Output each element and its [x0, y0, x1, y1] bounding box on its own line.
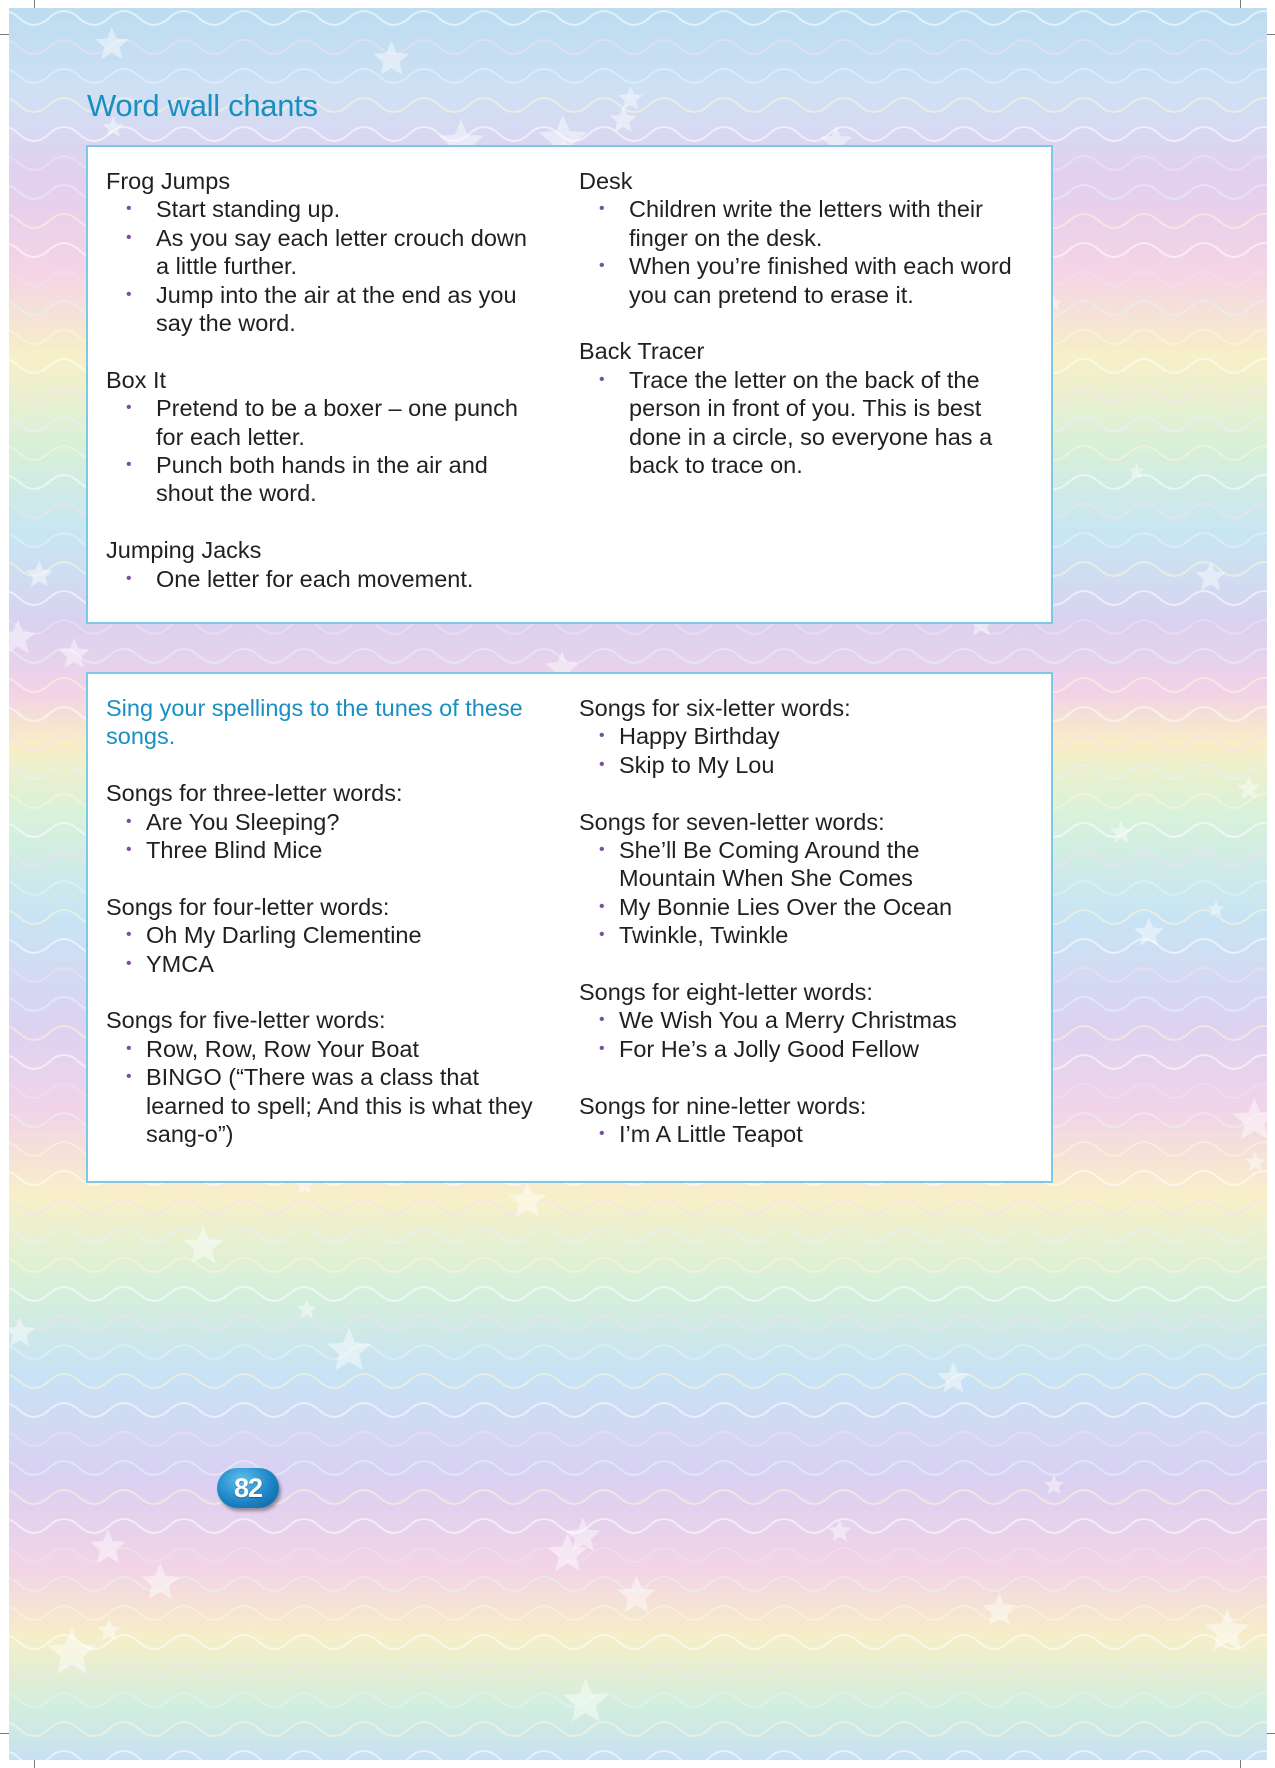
bullet-icon: •: [599, 370, 605, 388]
wave-line: [9, 40, 1267, 54]
bullet-icon: •: [126, 200, 132, 218]
bullet-icon: •: [126, 456, 132, 474]
bullet-list: [106, 195, 546, 337]
bullet-icon: •: [599, 1125, 605, 1143]
star-icon: [617, 1576, 656, 1613]
list-item-text: As you say each letter crouch down a little further.: [156, 224, 527, 280]
list-item-text: She’ll Be Coming Around the Mountain When She Comes: [619, 837, 920, 892]
list-item: [106, 281, 546, 338]
wave-line: [9, 1345, 1267, 1359]
wave-line: [9, 649, 1267, 663]
list-item: [106, 921, 546, 949]
wave-line: [9, 1519, 1267, 1533]
wave-line: [9, 1200, 1267, 1214]
star-icon: [563, 1678, 609, 1721]
section-block: [579, 167, 1019, 309]
section-heading: Songs for seven-letter words:: [579, 808, 885, 835]
bullet-icon: •: [126, 569, 132, 587]
page-number: 82: [233, 1472, 263, 1503]
list-item: [579, 1120, 1019, 1148]
page-background: [9, 8, 1267, 1760]
songs-intro: Sing your spellings to the tunes of these songs.: [106, 695, 523, 750]
star-icon: [1205, 1608, 1250, 1650]
list-item-text: BINGO (“There was a class that learned to spell; And this is what they sang-o”): [146, 1064, 533, 1148]
section-heading: Songs for six-letter words:: [579, 695, 851, 721]
page-title: Word wall chants: [87, 88, 318, 123]
bullet-icon: •: [126, 228, 132, 246]
bullet-list: [106, 565, 546, 593]
list-item-text: Pretend to be a boxer – one punch for each letter.: [156, 395, 518, 450]
star-icon: [509, 1181, 546, 1217]
section-heading: Jumping Jacks: [106, 537, 262, 564]
list-item: [579, 1006, 1019, 1034]
section-heading: Songs for three-letter words:: [106, 780, 403, 807]
wave-line: [9, 1258, 1267, 1272]
wave-line: [9, 1548, 1267, 1562]
section-block: [579, 694, 1019, 779]
list-item: [106, 224, 546, 281]
section-block: [106, 366, 546, 508]
list-item-text: Row, Row, Row Your Boat: [146, 1035, 420, 1062]
star-icon: [90, 1529, 125, 1563]
bullet-list: [106, 808, 546, 865]
bullet-list: [106, 1035, 546, 1149]
list-item-text: Jump into the air at the end as you say the word.: [156, 281, 517, 337]
list-item: [579, 195, 1019, 252]
bullet-list: [579, 366, 1019, 480]
list-item: [579, 893, 1019, 921]
bullet-icon: •: [599, 841, 605, 859]
section-block: [579, 978, 1019, 1063]
bullet-list: [579, 722, 1019, 779]
section-heading: Songs for eight-letter words:: [579, 979, 873, 1006]
bullet-list: [579, 1120, 1019, 1148]
star-icon: [1196, 561, 1226, 590]
list-item: [579, 252, 1019, 309]
section-heading: Songs for five-letter words:: [106, 1007, 386, 1034]
list-item-text: For He’s a Jolly Good Fellow: [619, 1035, 919, 1062]
section-block: [579, 1092, 1019, 1149]
bullet-icon: •: [126, 926, 132, 944]
section-block: [579, 337, 1019, 479]
list-item: [106, 394, 546, 451]
section-block: [106, 893, 546, 978]
list-item-text: When you’re finished with each word you can pretend to erase it.: [629, 253, 1012, 308]
list-item: [579, 1035, 1019, 1063]
bullet-icon: •: [599, 926, 605, 944]
chants-right-column: [579, 167, 1019, 479]
list-item: [106, 836, 546, 864]
wave-line: [9, 1432, 1267, 1446]
bullet-icon: •: [599, 200, 605, 218]
bullet-icon: •: [126, 1039, 132, 1057]
list-item: [579, 366, 1019, 480]
star-icon: [937, 1362, 969, 1393]
star-icon: [9, 1317, 35, 1346]
list-item: [106, 451, 546, 508]
wave-line: [9, 69, 1267, 83]
star-icon: [610, 106, 637, 132]
wave-line: [9, 1374, 1267, 1388]
page-number-badge: [217, 1468, 279, 1508]
star-icon: [1134, 918, 1164, 946]
list-item-text: Twinkle, Twinkle: [619, 922, 789, 949]
bullet-icon: •: [599, 727, 605, 745]
section-block: [106, 779, 546, 864]
section-block: [106, 1006, 546, 1148]
section-heading: Desk: [579, 168, 633, 194]
wave-line: [9, 127, 1267, 141]
star-icon: [141, 1563, 179, 1599]
list-item-text: Three Blind Mice: [146, 837, 323, 864]
list-item: [106, 808, 546, 836]
list-item-text: Punch both hands in the air and shout the word.: [156, 452, 488, 507]
list-item: [579, 921, 1019, 949]
bullet-list: [579, 195, 1019, 309]
bullet-icon: •: [126, 399, 132, 417]
bullet-icon: •: [126, 285, 132, 303]
list-item-text: My Bonnie Lies Over the Ocean: [619, 893, 953, 920]
star-icon: [184, 1226, 223, 1263]
wave-line: [9, 1490, 1267, 1504]
section-block: [106, 167, 546, 337]
bullet-list: [579, 836, 1019, 950]
section-heading: Back Tracer: [579, 338, 705, 365]
list-item: [106, 950, 546, 978]
section-block: [579, 808, 1019, 950]
chants-panel: [86, 145, 1053, 624]
songs-right-column: [579, 694, 1019, 1148]
wave-line: [9, 1316, 1267, 1330]
list-item-text: Trace the letter on the back of the person in front of you. This is best done in a circle, so everyone has a back to trace on.: [629, 366, 993, 479]
list-item: [579, 836, 1019, 893]
star-icon: [327, 1328, 372, 1370]
bullet-icon: •: [599, 257, 605, 275]
star-icon: [59, 638, 90, 668]
list-item: [106, 565, 546, 593]
list-item-text: Happy Birthday: [619, 723, 780, 750]
list-item-text: I’m A Little Teapot: [619, 1121, 803, 1148]
bullet-icon: •: [126, 812, 132, 830]
bullet-list: [106, 921, 546, 978]
star-icon: [1044, 1475, 1064, 1494]
bullet-icon: •: [599, 1011, 605, 1029]
list-item: [579, 722, 1019, 750]
songs-left-list: [106, 779, 546, 1148]
list-item: [106, 1035, 546, 1063]
wave-line: [9, 11, 1267, 25]
wave-line: [9, 1461, 1267, 1475]
list-item: [106, 195, 546, 223]
star-icon: [1233, 1098, 1268, 1140]
bullet-icon: •: [126, 1068, 132, 1086]
star-icon: [1110, 820, 1133, 842]
star-icon: [983, 1593, 1017, 1625]
list-item-text: YMCA: [146, 950, 214, 977]
bullet-list: [579, 1006, 1019, 1063]
songs-left-column: [106, 694, 546, 1148]
list-item-text: Are You Sleeping?: [146, 808, 340, 835]
star-icon: [26, 561, 53, 587]
songs-panel: [86, 672, 1053, 1183]
list-item-text: Children write the letters with their finger on the desk.: [629, 196, 983, 251]
list-item-text: Skip to My Lou: [619, 751, 775, 778]
star-icon: [1245, 1152, 1266, 1172]
section-heading: Songs for four-letter words:: [106, 893, 390, 920]
wave-line: [9, 1693, 1267, 1707]
star-icon: [9, 620, 35, 654]
bullet-icon: •: [126, 841, 132, 859]
bullet-icon: •: [599, 755, 605, 773]
list-item-text: One letter for each movement.: [156, 565, 474, 592]
star-icon: [95, 27, 129, 59]
wave-line: [9, 1751, 1267, 1760]
wave-line: [9, 1722, 1267, 1736]
section-heading: Frog Jumps: [106, 168, 231, 194]
wave-line: [9, 1664, 1267, 1678]
bullet-icon: •: [599, 897, 605, 915]
wave-line: [9, 1635, 1267, 1649]
bullet-list: [106, 394, 546, 508]
list-item-text: Start standing up.: [156, 196, 341, 223]
chants-left-column: [106, 167, 546, 593]
list-item-text: We Wish You a Merry Christmas: [619, 1007, 957, 1034]
section-heading: Songs for nine-letter words:: [579, 1092, 867, 1119]
wave-line: [9, 1403, 1267, 1417]
list-item: [106, 1063, 546, 1148]
list-item-text: Oh My Darling Clementine: [146, 922, 422, 949]
wave-line: [9, 1287, 1267, 1301]
list-item: [579, 751, 1019, 779]
section-heading: Box It: [106, 366, 167, 393]
bullet-icon: •: [599, 1039, 605, 1057]
bullet-icon: •: [126, 954, 132, 972]
wave-line: [9, 1606, 1267, 1620]
section-block: [106, 536, 546, 593]
